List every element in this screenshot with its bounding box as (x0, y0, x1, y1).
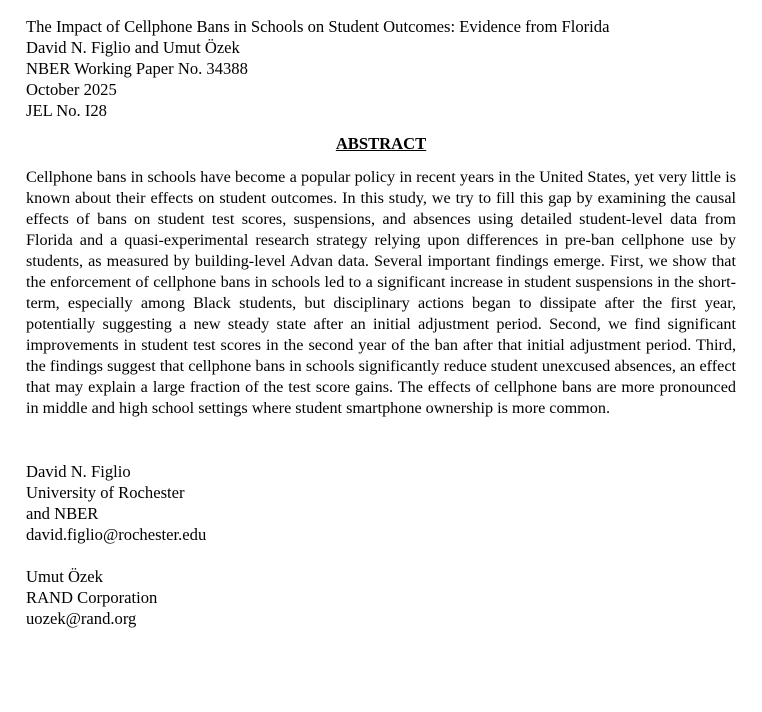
author-affiliation: University of Rochester (26, 483, 185, 502)
paper-authors: David N. Figlio and Umut Özek (26, 38, 240, 57)
abstract-text: Cellphone bans in schools have become a popular policy in recent years in the United States, yet very little is known about their effects on student outcomes. In this study, we try to fill this gap by examining the causal effects of bans on student test scores, suspensions, and absences using detailed student-level data from Florida and a quasi-experimental research strategy relying upon differences in pre-ban cellphone use by students, as measured by building-level Advan data. Several important findings emerge. First, we show that the enforcement of cellphone bans in schools led to a significant increase in student suspensions in the short-term, especially among Black students, but disciplinary actions began to dissipate after the first year, potentially suggesting a new steady state after an initial adjustment period. Second, we find significant improvements in student test scores in the second year of the ban after that initial adjustment period. Third, the findings suggest that cellphone bans in schools significantly reduce student unexcused absences, an effect that may explain a large fraction of the test score gains. The effects of cellphone bans are more pronounced in middle and high school settings where student smartphone ownership is more common. (26, 168, 736, 417)
author-name: David N. Figlio (26, 462, 131, 481)
paper-header (26, 16, 736, 121)
paper-title: The Impact of Cellphone Bans in Schools on Student Outcomes: Evidence from Florida (26, 17, 610, 36)
author-affiliation: and NBER (26, 504, 99, 523)
author-email[interactable]: david.figlio@rochester.edu (26, 525, 207, 544)
author-affiliation: RAND Corporation (26, 588, 158, 607)
paper-jel: JEL No. I28 (26, 101, 107, 120)
author-email[interactable]: uozek@rand.org (26, 609, 137, 628)
author-block-ozek (26, 566, 736, 629)
abstract-heading: ABSTRACT (335, 134, 427, 153)
author-block-figlio (26, 461, 736, 545)
paper-series: NBER Working Paper No. 34388 (26, 59, 248, 78)
paper-date: October 2025 (26, 80, 117, 99)
author-name: Umut Özek (26, 567, 103, 586)
